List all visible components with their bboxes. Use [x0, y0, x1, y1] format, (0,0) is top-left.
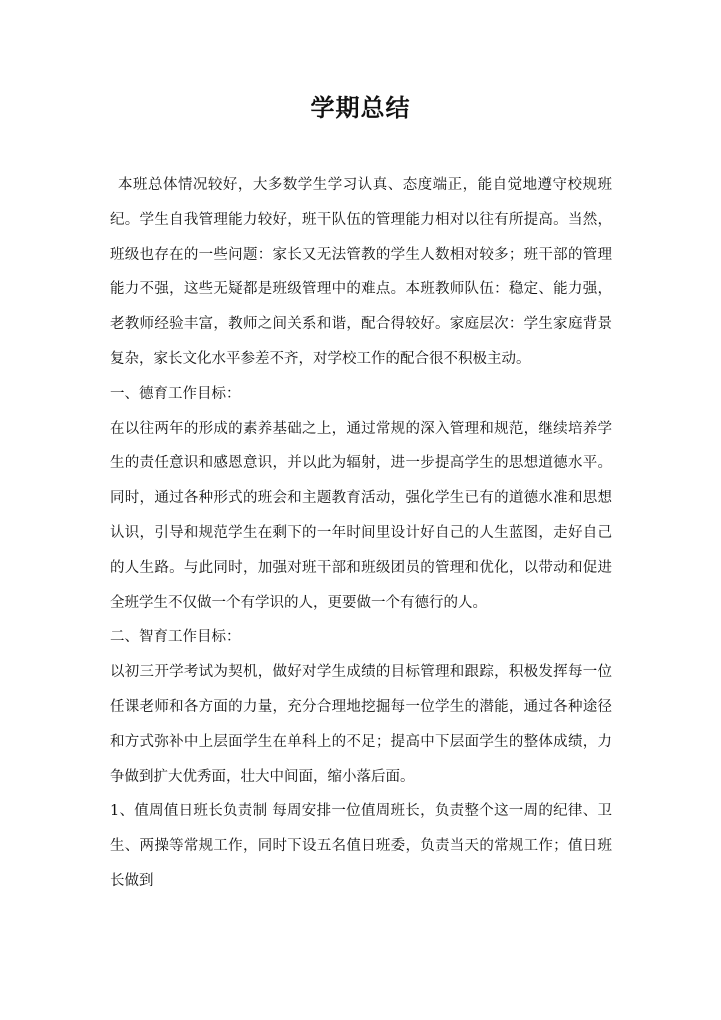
- paragraph-intellectual-education-goals: 以初三开学考试为契机，做好对学生成绩的目标管理和跟踪，积极发挥每一位任课老师和各方面的力量，充分合理地挖掘每一位学生的潜能，通过各种途径和方式弥补中上层面学生在单科上的不足；提高中下层面学生的整体成绩，力争做到扩大优秀面，壮大中间面，缩小落后面。: [110, 664, 612, 785]
- document-body: [110, 168, 612, 899]
- paragraph-duty-monitor-system: 1、值周值日班长负责制 每周安排一位值周班长，负责整个这一周的纪律、卫生、两操等常规工作，同时下设五名值日班委，负责当天的常规工作；值日班长做到: [110, 803, 612, 889]
- paragraph-class-overview: 本班总体情况较好，大多数学生学习认真、态度端正，能自觉地遵守校规班纪。学生自我管理能力较好，班干队伍的管理能力相对以往有所提高。当然，班级也存在的一些问题：家长又无法管教的学生人数相对较多；班干部的管理能力不强，这些无疑都是班级管理中的难点。本班教师队伍：稳定、能力强，老教师经验丰富，教师之间关系和谐，配合得较好。家庭层次：学生家庭背景复杂，家长文化水平参差不齐，对学校工作的配合很不积极主动。: [110, 177, 612, 367]
- section-heading-moral-education: 一、德育工作目标：: [110, 385, 241, 402]
- page-title: 学期总结: [310, 93, 411, 122]
- section-heading-intellectual-education: 二、智育工作目标：: [110, 629, 241, 646]
- paragraph-moral-education-goals: 在以往两年的形成的素养基础之上，通过常规的深入管理和规范，继续培养学生的责任意识和感恩意识，并以此为辐射，进一步提高学生的思想道德水平。同时，通过各种形式的班会和主题教育活动，强化学生已有的道德水准和思想认识，引导和规范学生在剩下的一年时间里设计好自己的人生蓝图，走好自己的人生路。与此同时，加强对班干部和班级团员的管理和优化，以带动和促进全班学生不仅做一个有学识的人，更要做一个有德行的人。: [110, 420, 612, 611]
